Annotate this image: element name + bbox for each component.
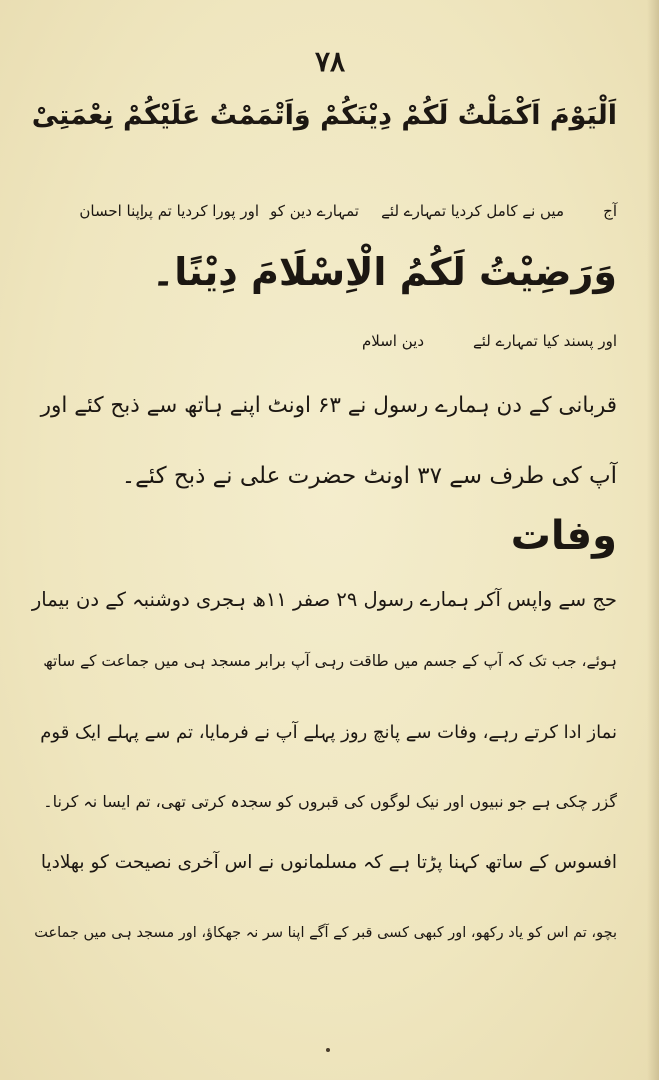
page-edge-shadow [647, 0, 659, 1080]
section-heading: وفات [510, 513, 617, 559]
paragraph-1-line-2: آپ کی طرف سے ۳۷ اونٹ حضرت علی نے ذبح کئے۔ [121, 463, 617, 489]
gloss-favor: اپنا احسان [79, 202, 144, 220]
paragraph-1-line-1: قربانی کے دن ہمارے رسول نے ۶۳ اونٹ اپنے ہاتھ سے ذبح کئے اور [40, 393, 617, 418]
page-speck [326, 1048, 330, 1052]
paragraph-2-line-1: حج سے واپس آکر ہمارے رسول ۲۹ صفر ۱۱ھ ہجری دوشنبہ کے دن بیمار [31, 588, 617, 611]
gloss-islam: دین اسلام [361, 332, 424, 350]
paragraph-2-line-5: افسوس کے ساتھ کہنا پڑتا ہے کہ مسلمانوں نے اس آخری نصیحت کو بھلادیا [40, 852, 617, 873]
gloss-completed: اور پورا کردیا تم پر [140, 202, 259, 220]
quran-verse-line-2: وَرَضِیْتُ لَکُمُ الْاِسْلَامَ دِیْنًا۔ [151, 250, 617, 294]
quran-verse-line-1: اَلْیَوْمَ اَکْمَلْتُ لَکُمْ دِیْنَکُمْ وَاَتْمَمْتُ عَلَیْکُمْ نِعْمَتِیْ [31, 100, 617, 131]
paragraph-2-line-3: نماز ادا کرتے رہے، وفات سے پانچ روز پہلے آپ نے فرمایا، تم سے پہلے ایک قوم [40, 722, 617, 743]
paragraph-2-line-2: ہوئے، جب تک کہ آپ کے جسم میں طاقت رہی آپ برابر مسجد ہی میں جماعت کے ساتھ [43, 652, 617, 670]
gloss-today: آج [603, 202, 617, 220]
gloss-chose: اور پسند کیا تمہارے لئے [472, 332, 617, 350]
paragraph-2-line-4: گزر چکی ہے جو نبیوں اور نیک لوگوں کی قبروں کو سجدہ کرتی تھی، تم ایسا نہ کرنا۔ [43, 792, 617, 811]
gloss-perfected: میں نے کامل کردیا تمہارے لئے [381, 202, 564, 220]
page-number: ۷۸ [314, 45, 346, 78]
paragraph-2-line-6: بچو، تم اس کو یاد رکھو، اور کبھی کسی قبر کے آگے اپنا سر نہ جھکاؤ، اور مسجد ہی میں جماعت [34, 925, 617, 941]
gloss-your-religion: تمہارے دین کو [270, 202, 359, 220]
